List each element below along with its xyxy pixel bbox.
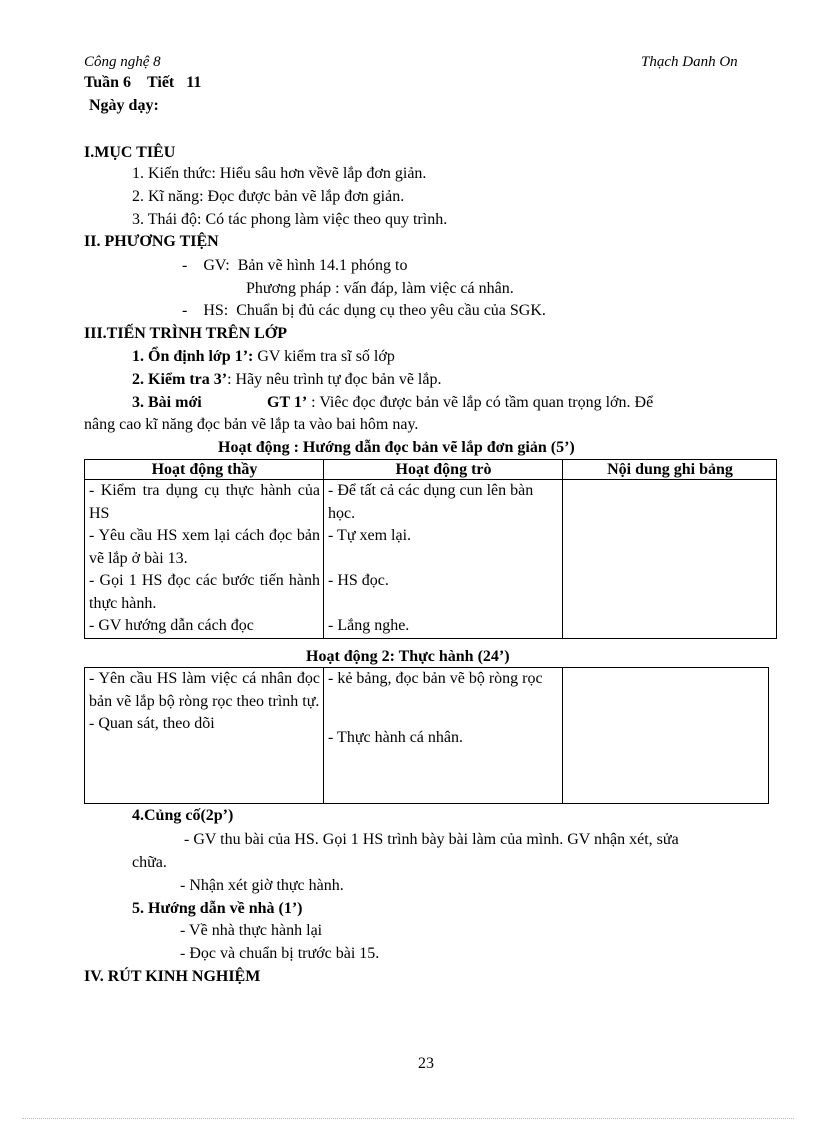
teacher-item: - Kiểm tra dụng cụ thực hành của HS [89,482,320,522]
means-title: II. PHƯƠNG TIỆN [84,233,219,250]
activity1-student-cell [324,480,563,639]
page-number: 23 [418,1055,434,1072]
student-item: - kẻ bảng, đọc bản vẽ bộ ròng rọc [328,670,543,687]
objective-attitude: 3. Thái độ: Có tác phong làm việc theo quy trình. [132,211,448,228]
homework-item: - Về nhà thực hành lại [180,922,323,939]
consolidation-line-1b: chữa. [132,854,167,871]
consolidation-title: 4.Củng cố(2p’) [132,807,234,824]
activity2-table [84,667,769,804]
objective-skill: 2. Kĩ năng: Đọc được bản vẽ lắp đơn giản. [132,188,405,205]
step3-gt: GT 1’ [267,394,308,411]
process-step-2 [132,370,441,390]
activity2-board-cell [563,668,769,804]
consolidation-line-2: - Nhận xét giờ thực hành. [180,877,344,894]
step3-text-b: nâng cao kĩ năng đọc bản vẽ lắp ta vào bai hôm nay. [84,416,419,433]
page-bottom-rule [22,1118,794,1119]
activity1-title: Hoạt động : Hướng dẫn đọc bản vẽ lắp đơn giản (5’) [218,439,575,456]
column-teacher: Hoạt động thầy [85,460,324,480]
objectives-title: I.MỤC TIÊU [84,144,176,161]
period-number: 11 [186,74,202,91]
author-header: Thạch Danh On [641,54,738,70]
period-label: Tiết [147,74,175,91]
experience-title: IV. RÚT KINH NGHIỆM [84,968,261,985]
activity1-content-row [85,480,777,639]
week-period [84,73,201,93]
activity2-teacher-cell [85,668,324,804]
step2-label: 2. Kiểm tra 3’ [132,371,228,388]
teacher-item: - Gọi 1 HS đọc các bước tiến hành thực hành. [89,572,320,612]
step2-text: : Hãy nêu trình tự đọc bản vẽ lắp. [227,371,442,388]
activity1-board-cell [563,480,777,639]
student-item: - Tự xem lại. [328,527,412,544]
step3-label: 3. Bài mới [132,394,202,411]
activity1-table [84,459,777,639]
consolidation-line-1: - GV thu bài của HS. Gọi 1 HS trình bày bài làm của mình. GV nhận xét, sửa [184,831,679,848]
means-teacher: - GV: Bản vẽ hình 14.1 phóng to [182,257,408,274]
step1-label: 1. Ổn định lớp 1’: [132,348,254,365]
step1-text: GV kiểm tra sĩ số lớp [253,348,395,365]
teacher-item: - Quan sát, theo dõi [89,715,215,732]
teacher-item: - Yên cầu HS làm việc cá nhân đọc bản vẽ lắp bộ ròng rọc theo trình tự. [89,670,320,710]
student-item: - HS đọc. [328,572,389,589]
means-student: - HS: Chuẩn bị đủ các dụng cụ theo yêu cầu của SGK. [182,302,546,319]
teacher-item: - Yêu cầu HS xem lại cách đọc bản vẽ lắp ở bài 13. [89,527,320,567]
column-board: Nội dung ghi bảng [563,460,777,480]
process-step-1 [132,347,395,367]
means-method: Phương pháp : vấn đáp, làm việc cá nhân. [246,280,514,297]
column-student: Hoạt động trò [324,460,563,480]
activity2-content-row [85,668,769,804]
activity2-title: Hoạt động 2: Thực hành (24’) [306,648,510,665]
date-label: Ngày dạy: [89,97,159,114]
activity1-teacher-cell [85,480,324,639]
student-item: - Để tất cả các dụng cun lên bàn học. [328,482,534,522]
teacher-item: - GV hướng dẫn cách đọc [89,617,254,634]
activity1-header-row [85,460,777,480]
step3-text-a: : Viêc đọc được bản vẽ lắp có tầm quan trọng lớn. Để [307,394,654,411]
process-step-3 [132,393,202,413]
objective-knowledge: 1. Kiến thức: Hiểu sâu hơn vềvẽ lắp đơn giản. [132,165,427,182]
homework-item: - Đọc và chuẩn bị trước bài 15. [180,945,380,962]
subject-header: Công nghệ 8 [84,54,161,70]
process-title: III.TIẾN TRÌNH TRÊN LỚP [84,325,288,342]
process-step-3-intro [267,393,653,413]
student-item: - Thực hành cá nhân. [328,729,463,746]
student-item: - Lắng nghe. [328,617,410,634]
week-label: Tuần 6 [84,74,131,91]
homework-title: 5. Hướng dẫn về nhà (1’) [132,900,303,917]
activity2-student-cell [324,668,563,804]
